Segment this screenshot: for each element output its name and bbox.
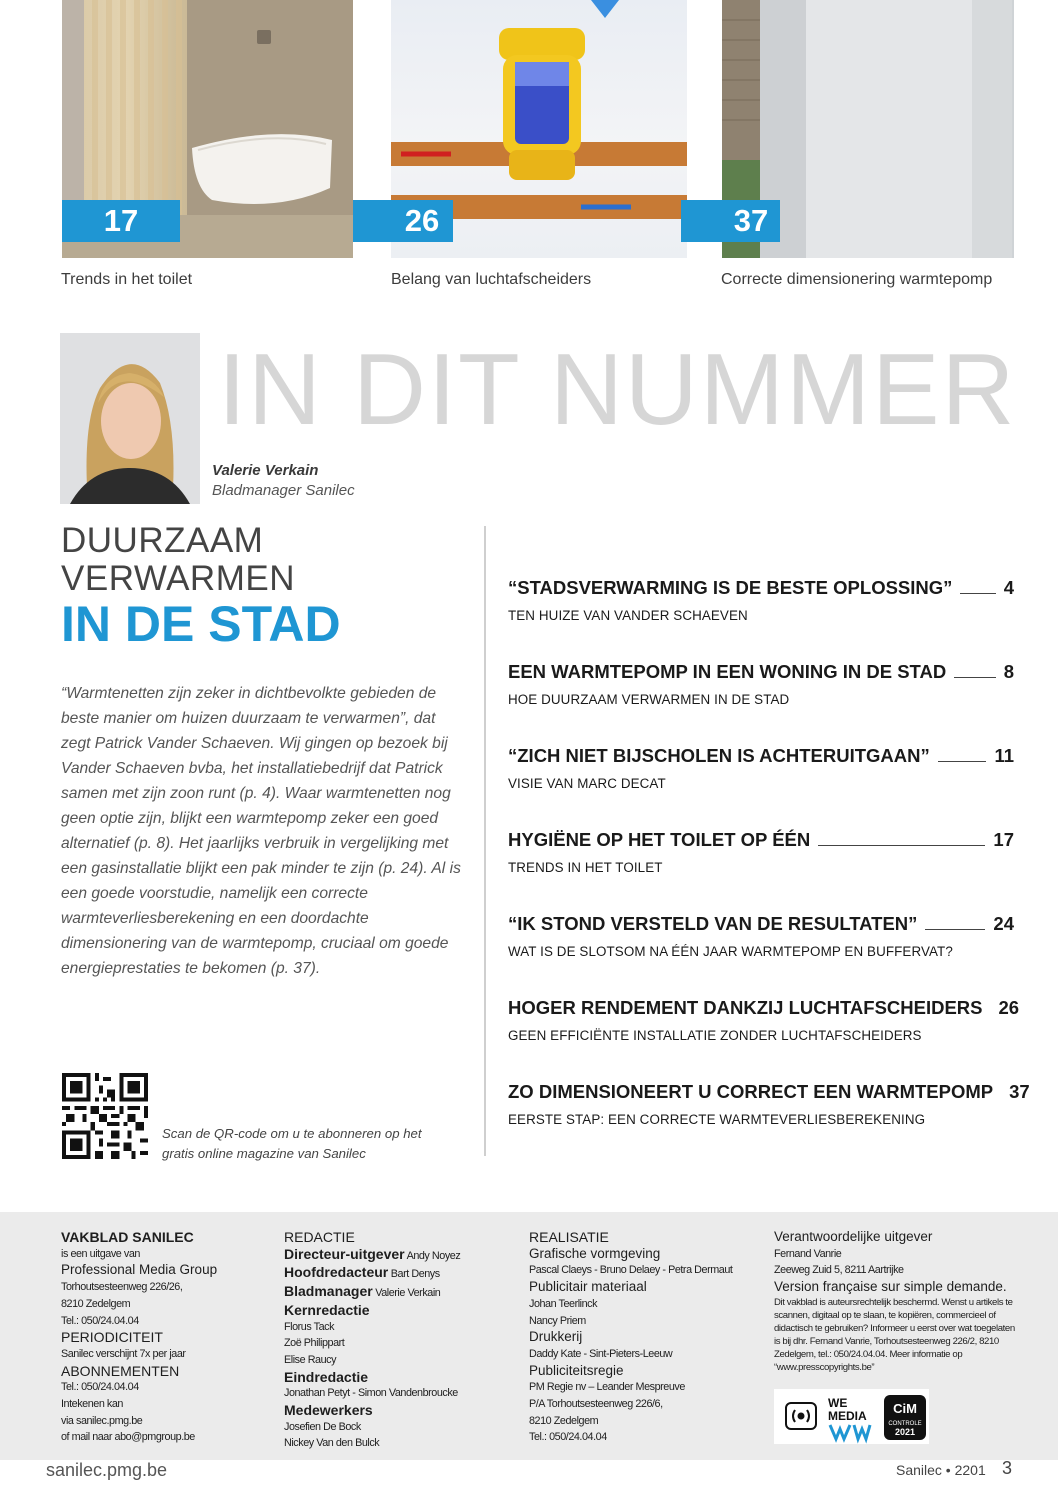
toc-title: ZO DIMENSIONEERT U CORRECT EEN WARMTEPOMP (508, 1081, 994, 1102)
toc-entry[interactable] (508, 913, 1014, 959)
colophon-editorial (284, 1229, 504, 1452)
toc-page-number: 37 (1009, 1081, 1030, 1102)
toc-page-number: 24 (993, 913, 1014, 934)
colophon-line: Torhoutsesteenweg 226/26, (61, 1281, 183, 1294)
qr-code[interactable] (62, 1073, 148, 1159)
colophon-heading: Kernredactie (284, 1301, 370, 1318)
colophon-heading: Publiciteitsregie (529, 1362, 624, 1378)
colophon-line: Jonathan Petyt - Simon Vandenbroucke (284, 1387, 458, 1400)
toc-title: HYGIËNE OP HET TOILET OP ÉÉN (508, 829, 811, 850)
toc-subtitle: VISIE VAN MARC DECAT (508, 776, 666, 791)
logo-text: CiM (893, 1401, 917, 1416)
colophon-line: Intekenen kan (61, 1398, 123, 1411)
toc-entry[interactable] (508, 829, 1014, 875)
colophon-line: Fernand Vanrie (774, 1247, 842, 1260)
footer-issue: Sanilec • 2201 (896, 1462, 986, 1478)
role-label: Bladmanager (284, 1283, 373, 1300)
colophon-line: Pascal Claeys - Bruno Delaey - Petra Dermaut (529, 1264, 733, 1277)
colophon-line: 8210 Zedelgem (61, 1297, 131, 1310)
qr-instructions: Scan de QR-code om u te abonneren op het gratis online magazine van Sanilec (162, 1126, 422, 1161)
toc-title: “IK STOND VERSTELD VAN DE RESULTATEN” (508, 913, 918, 934)
colophon-line: Zeeweg Zuid 5, 8211 Aartrijke (774, 1264, 904, 1277)
toc-title: HOGER RENDEMENT DANKZIJ LUCHTAFSCHEIDERS (508, 997, 983, 1018)
feature-card-heat-pump[interactable] (722, 0, 1014, 258)
toc-page-number: 4 (1003, 577, 1014, 598)
colophon-line: Tel.: 050/24.04.04 (61, 1381, 139, 1394)
we-media-logo (828, 1396, 870, 1439)
colophon-line: Tel.: 050/24.04.04 (61, 1314, 139, 1327)
editor-portrait (60, 333, 200, 504)
colophon-line: Elise Raucy (284, 1353, 337, 1366)
colophon-heading: REALISATIE (529, 1229, 609, 1245)
toc-entry[interactable] (508, 1081, 1030, 1127)
toc-subtitle: TRENDS IN HET TOILET (508, 860, 663, 875)
feature-caption[interactable]: Belang van luchtafscheiders (391, 271, 592, 288)
headline-line-1: DUURZAAM (61, 521, 264, 560)
badge-extension (681, 200, 722, 242)
feature-caption[interactable]: Correcte dimensionering warmtepomp (721, 271, 993, 288)
role-label: Directeur-uitgever (284, 1245, 405, 1262)
colophon-publisher (61, 1229, 271, 1446)
role-value: Andy Noyez (406, 1249, 461, 1262)
colophon-line: 8210 Zedelgem (529, 1414, 599, 1427)
publisher-name: Professional Media Group (61, 1262, 218, 1278)
colophon-heading: PERIODICITEIT (61, 1329, 163, 1346)
magazine-name: VAKBLAD SANILEC (61, 1229, 194, 1245)
toc-subtitle: WAT IS DE SLOTSOM NA ÉÉN JAAR WARMTEPOMP EN BUFFERVAT? (508, 944, 953, 959)
toc-title: EEN WARMTEPOMP IN EEN WONING IN DE STAD (508, 661, 947, 682)
toc-subtitle: TEN HUIZE VAN VANDER SCHAEVEN (508, 608, 748, 623)
toc-title: “STADSVERWARMING IS DE BESTE OPLOSSING” (508, 577, 953, 598)
colophon-legal (774, 1229, 1019, 1374)
colophon-heading: Eindredactie (284, 1368, 369, 1385)
toc-subtitle: EERSTE STAP: EEN CORRECTE WARMTEVERLIESBEREKENING (508, 1112, 926, 1127)
cim-logo (884, 1395, 926, 1440)
colophon-line: Tel.: 050/24.04.04 (529, 1431, 607, 1444)
colophon-heading: REDACTIE (284, 1229, 355, 1245)
colophon-line: Johan Teerlinck (529, 1297, 598, 1310)
colophon-line: Nancy Priem (529, 1314, 586, 1327)
copyright-notice: Dit vakblad is auteursrechtelijk beschermd. Wenst u artikels te scannen, digitaal op te slaan, te kopiëren, commercieel of didactisch te gebruiken? Informeer u eerst over wat toegelaten is bij dhr. Fernand Vanrie, Torhoutsesteenweg 226/2, 8210 Zedelgem, tel.: 050/24.04.04. Meer informatie op “www.presscopyrights.be” (774, 1296, 1015, 1373)
logo-text: CONTROLE (888, 1421, 922, 1427)
colophon-line: of mail naar abo@pmgroup.be (61, 1431, 195, 1444)
headline-line-2: VERWARMEN (61, 559, 295, 598)
feature-card-toilet[interactable] (62, 0, 353, 258)
feature-card-air-separator[interactable] (391, 0, 687, 258)
press-copyrights-logo (786, 1403, 816, 1429)
feature-caption[interactable]: Trends in het toilet (61, 271, 193, 288)
page-number: 3 (1002, 1458, 1013, 1478)
colophon-line: Daddy Kate - Sint-Pieters-Leeuw (529, 1347, 673, 1360)
colophon-heading: Publicitair materiaal (529, 1279, 647, 1295)
colophon-line: Nickey Van den Bulck (284, 1437, 380, 1450)
toc-entry[interactable] (508, 577, 1014, 623)
toc-leader (954, 677, 996, 678)
toc-subtitle: GEEN EFFICIËNTE INSTALLATIE ZONDER LUCHTAFSCHEIDERS (508, 1028, 922, 1043)
colophon-line: via sanilec.pmg.be (61, 1414, 143, 1427)
colophon-heading: Medewerkers (284, 1402, 373, 1419)
french-version-note: Version française sur simple demande. (774, 1279, 1007, 1295)
footer-website[interactable]: sanilec.pmg.be (46, 1460, 168, 1480)
toc-page-number: 26 (998, 997, 1020, 1018)
role-value: Bart Denys (390, 1268, 440, 1281)
toc-title: “ZICH NIET BIJSCHOLEN IS ACHTERUITGAAN” (508, 745, 930, 766)
colophon-line: PM Regie nv – Leander Mespreuve (529, 1381, 685, 1394)
colophon-line: Zoë Philippart (284, 1337, 345, 1350)
colophon-line: Florus Tack (284, 1320, 335, 1333)
toc-page-number: 8 (1003, 661, 1014, 682)
toc-page-number: 17 (993, 829, 1014, 850)
colophon-heading: ABONNEMENTEN (61, 1362, 180, 1379)
toc-page-number: 11 (994, 745, 1014, 766)
page-badge: 26 (391, 200, 453, 242)
colophon-heading: Drukkerij (529, 1329, 583, 1345)
intro-paragraph: “Warmtenetten zijn zeker in dichtbevolkte gebieden de beste manier om huizen duurzaam te verwarmen”, dat zegt Patrick Vander Schaeven. Wij gingen op bezoek bij Vander Schaeven bvba, het installatiebedrijf dat Patrick samen met zijn zoon runt (p. 4). Waar warmtenetten nog geen optie zijn, blijkt een warmtepomp zeker een goed alternatief (p. 8). Het jaarlijks verbruik in vergelijking met een gasinstallatie blijkt een pak minder te zijn (p. 24). Al is een goede voorstudie, namelijk een correcte warmteverliesberekening en een doordachte dimensionering van de warmtepomp, cruciaal om goede energieprestaties te bekomen (p. 37). (61, 685, 461, 977)
toc-leader (818, 845, 985, 846)
badge-extension (353, 200, 391, 242)
toc-leader (960, 593, 995, 594)
colophon-heading: Verantwoordelijke uitgever (774, 1229, 933, 1244)
toc-subtitle: HOE DUURZAAM VERWARMEN IN DE STAD (508, 692, 790, 707)
logo-text: MEDIA (828, 1409, 867, 1423)
colophon-line: P/A Torhoutsesteenweg 226/6, (529, 1398, 663, 1411)
editor-name: Valerie Verkain (212, 462, 319, 479)
role-value: Valerie Verkain (375, 1287, 441, 1300)
colophon-production (529, 1229, 749, 1446)
partner-logos (774, 1389, 929, 1444)
toc-entry[interactable] (508, 997, 1020, 1043)
toc-leader (925, 929, 985, 930)
role-label: Hoofdredacteur (284, 1264, 389, 1281)
editor-role: Bladmanager Sanilec (212, 482, 355, 499)
toc-leader (938, 761, 987, 762)
colophon-heading: Grafische vormgeving (529, 1245, 661, 1261)
logo-text: 2021 (894, 1427, 916, 1437)
headline-highlight: IN DE STAD (61, 596, 341, 652)
colophon-line: Sanilec verschijnt 7x per jaar (61, 1347, 186, 1360)
page-badge: 17 (62, 200, 180, 242)
colophon-line: Josefien De Bock (284, 1420, 361, 1433)
page-title: IN DIT NUMMER (218, 334, 1017, 446)
toc-entry[interactable] (508, 745, 1014, 791)
logo-text: WE (828, 1396, 848, 1410)
column-divider (484, 526, 486, 1156)
colophon-line: is een uitgave van (61, 1247, 140, 1260)
toc-entry[interactable] (508, 661, 1014, 707)
page-badge: 37 (722, 200, 780, 242)
